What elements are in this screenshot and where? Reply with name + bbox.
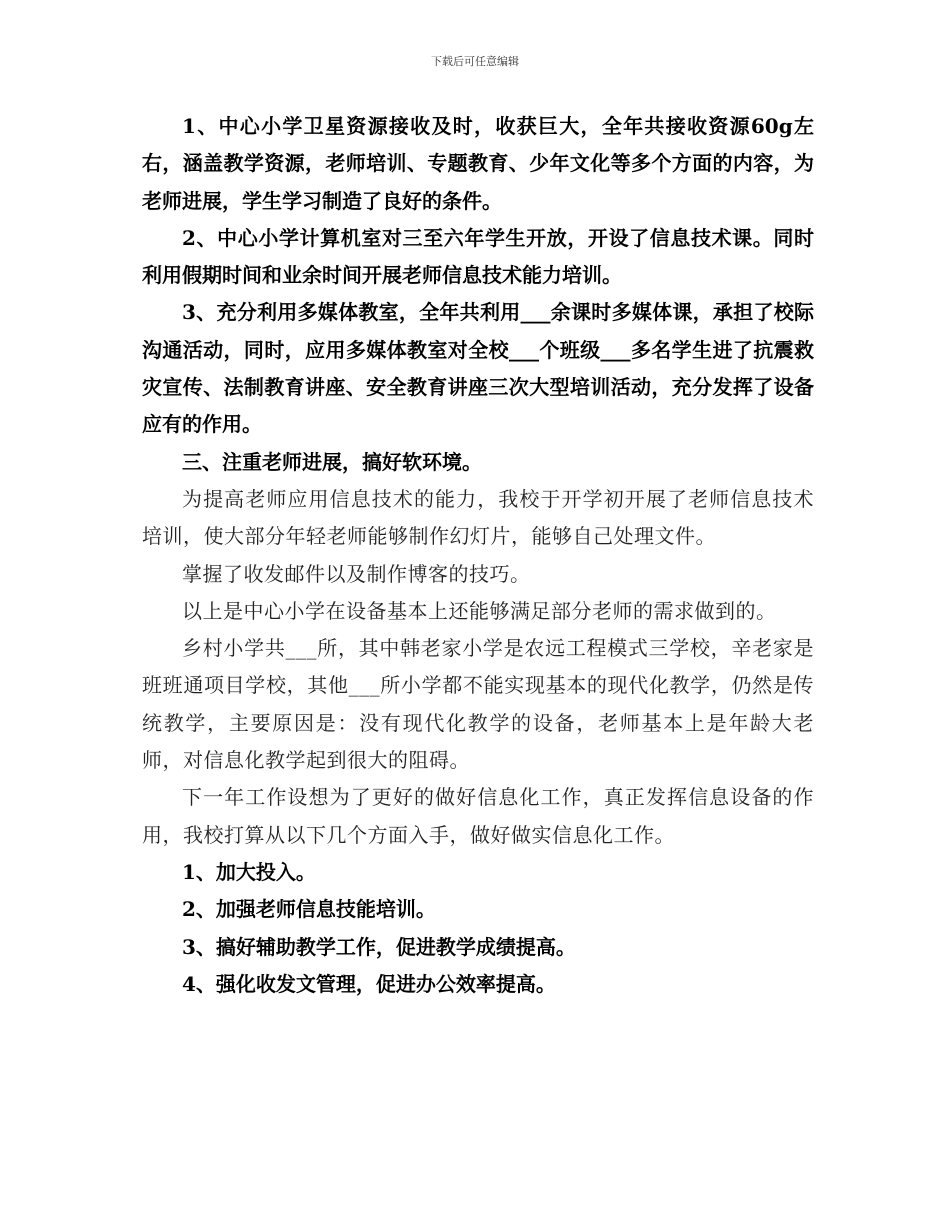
paragraph-6: 以上是中心小学在设备基本上还能够满足部分老师的需求做到的。	[182, 598, 777, 623]
paragraph-7: 乡村小学共___所，其中韩老家小学是农远工程模式三学校，辛老家是班班通项目学校，其他___所小学都不能实现基本的现代化教学，仍然是传统教学，主要原因是：没有现代化教学的设备，老师基本上是年龄大老师，对信息化教学起到很大的阻碍。	[142, 636, 814, 773]
paragraph-3: 3、充分利用多媒体教室，全年共利用___余课时多媒体课，承担了校际沟通活动，同时，应用多媒体教室对全校___个班级___多名学生进了抗震救灾宣传、法制教育讲座、安全教育讲座三次大型培训活动，充分发挥了设备应有的作用。	[142, 300, 814, 437]
paragraph-5: 掌握了收发邮件以及制作博客的技巧。	[182, 561, 531, 586]
paragraph-1: 1、中心小学卫星资源接收及时，收获巨大，全年共接收资源60g左右，涵盖教学资源，老师培训、专题教育、少年文化等多个方面的内容，为老师进展，学生学习制造了良好的条件。	[142, 114, 814, 213]
document-body	[142, 108, 814, 1003]
paragraph-8: 下一年工作设想为了更好的做好信息化工作，真正发挥信息设备的作用，我校打算从以下几个方面入手，做好做实信息化工作。	[142, 785, 814, 847]
list-item-3: 3、搞好辅助教学工作，促进教学成绩提高。	[182, 934, 576, 959]
list-item-2: 2、加强老师信息技能培训。	[182, 897, 436, 922]
list-item-4: 4、强化收发文管理，促进办公效率提高。	[182, 971, 556, 996]
page-header: 下载后可任意编辑	[431, 55, 519, 68]
paragraph-4: 为提高老师应用信息技术的能力，我校于开学初开展了老师信息技术培训，使大部分年轻老师能够制作幻灯片，能够自己处理文件。	[142, 486, 814, 549]
list-item-1: 1、加大投入。	[182, 859, 316, 884]
paragraph-2: 2、中心小学计算机室对三至六年学生开放，开设了信息技术课。同时利用假期时间和业余时间开展老师信息技术能力培训。	[142, 225, 814, 288]
section-heading-3: 三、注重老师进展，搞好软环境。	[182, 449, 482, 474]
